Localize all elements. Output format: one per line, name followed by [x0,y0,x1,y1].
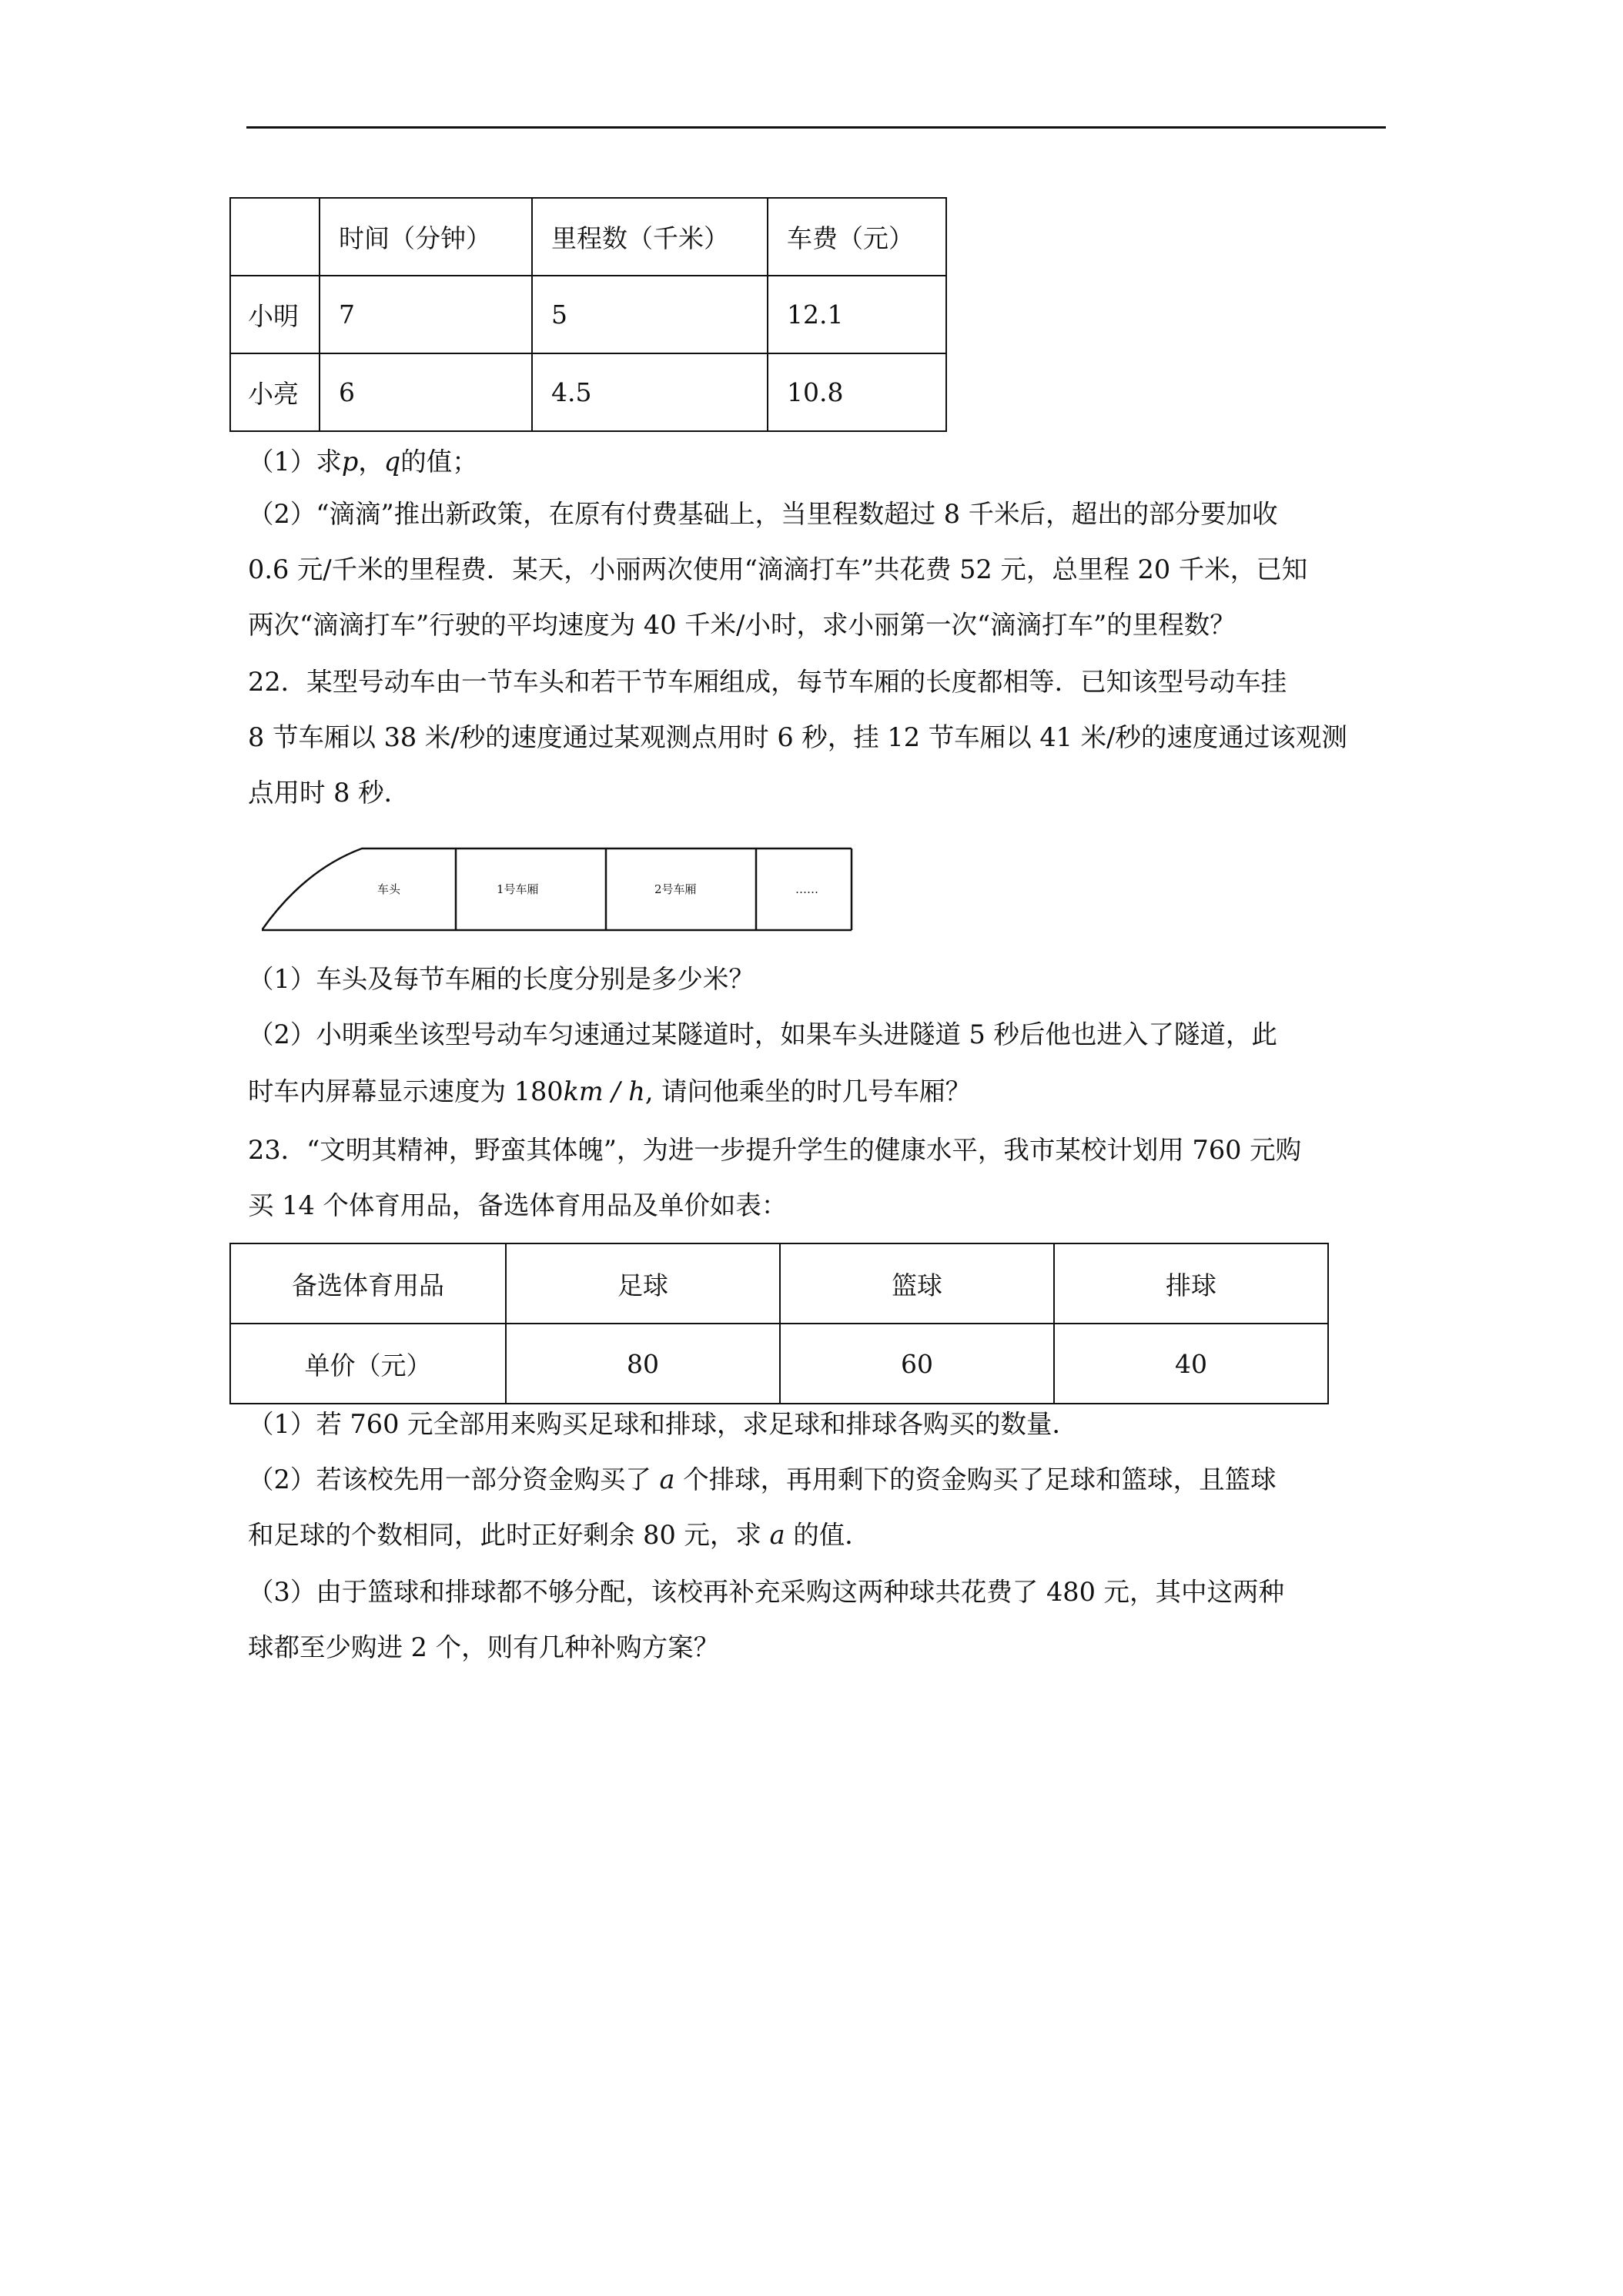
text: 的值． [793,1520,871,1550]
math-var: a [659,1464,675,1494]
text: 和足球的个数相同，此时正好剩余 80 元，求 [248,1520,761,1550]
table-header-cell: 里程数（千米） [532,198,768,276]
table-header-cell: 排球 [1054,1243,1328,1324]
fare-table [229,197,947,432]
text: （2）若该校先用一部分资金购买了 [248,1464,651,1494]
table-header-row [230,1243,1328,1324]
q21-part2-line3: 两次“滴滴打车”行驶的平均速度为 40 千米/小时，求小丽第一次“滴滴打车”的里程数？ [248,610,1236,640]
table-row [230,353,946,431]
table-cell: 40 [1054,1324,1328,1404]
diagram-label-car1: 1号车厢 [497,882,539,896]
train-diagram [262,839,862,939]
q21-part1 [248,445,478,479]
table-row [230,1324,1328,1404]
q21-part2-line2: 0.6 元/千米的里程费．某天，小丽两次使用“滴滴打车”共花费 52 元，总里程 20 千米，已知 [248,554,1308,584]
math-unit: km / h [563,1076,645,1106]
table-header-cell: 时间（分钟） [320,198,532,276]
train-outline [262,848,852,930]
diagram-label-car2: 2号车厢 [654,882,697,896]
q23-line2: 买 14 个体育用品，备选体育用品及单价如表： [248,1190,788,1220]
math-var: q [383,447,401,477]
table-cell [230,198,320,276]
math-var: p [341,447,359,477]
text: 的值； [400,447,478,477]
table-cell: 4.5 [532,353,768,431]
table-header-row [230,198,946,276]
table-cell: 7 [320,276,532,353]
text: 时车内屏幕显示速度为 180 [248,1076,564,1106]
q23-part1: （1）若 760 元全部用来购买足球和排球，求足球和排球各购买的数量． [248,1409,1079,1439]
q22-part2-line2 [248,1075,971,1109]
math-var: a [769,1520,785,1550]
table-cell: 单价（元） [230,1324,506,1404]
table-cell: 80 [506,1324,780,1404]
table-cell: 5 [532,276,768,353]
table-cell: 6 [320,353,532,431]
table-row [230,276,946,353]
table-cell: 60 [780,1324,1054,1404]
table-header-cell: 篮球 [780,1243,1054,1324]
table-cell: 小明 [230,276,320,353]
q23-part2-line1 [248,1463,1277,1497]
table-header-cell: 车费（元） [768,198,946,276]
q23-part3-line1: （3）由于篮球和排球都不够分配，该校再补充采购这两种球共花费了 480 元，其中这两种 [248,1577,1285,1607]
q23-part2-line2 [248,1518,871,1552]
price-table [229,1243,1329,1404]
diagram-label-ellipsis: …… [795,882,818,896]
diagram-label-head: 车头 [377,882,401,896]
table-cell: 10.8 [768,353,946,431]
q22-part1: （1）车头及每节车厢的长度分别是多少米？ [248,964,755,994]
text: （1）求 [248,447,342,477]
q22-line2: 8 节车厢以 38 米/秒的速度通过某观测点用时 6 秒，挂 12 节车厢以 41 米/秒的速度通过该观测 [248,722,1347,752]
q22-part2-line1: （2）小明乘坐该型号动车匀速通过某隧道时，如果车头进隧道 5 秒后他也进入了隧道，此 [248,1019,1277,1049]
q23-line1: 23．“文明其精神，野蛮其体魄”，为进一步提升学生的健康水平，我市某校计划用 760 元购 [248,1135,1302,1165]
table-header-cell: 备选体育用品 [230,1243,506,1324]
table-cell: 小亮 [230,353,320,431]
header-rule [246,126,1386,129]
text: , 请问他乘坐的时几号车厢？ [644,1076,972,1106]
q22-line1: 22．某型号动车由一节车头和若干节车厢组成，每节车厢的长度都相等．已知该型号动车挂 [248,667,1287,697]
table-header-cell: 足球 [506,1243,780,1324]
table-cell: 12.1 [768,276,946,353]
q22-line3: 点用时 8 秒． [248,778,410,808]
text: 个排球，再用剩下的资金购买了足球和篮球，且篮球 [683,1464,1277,1494]
q21-part2-line1: （2）“滴滴”推出新政策，在原有付费基础上，当里程数超过 8 千米后，超出的部分要加收 [248,499,1278,529]
q23-part3-line2: 球都至少购进 2 个，则有几种补购方案？ [248,1632,720,1662]
text: ， [358,447,384,477]
